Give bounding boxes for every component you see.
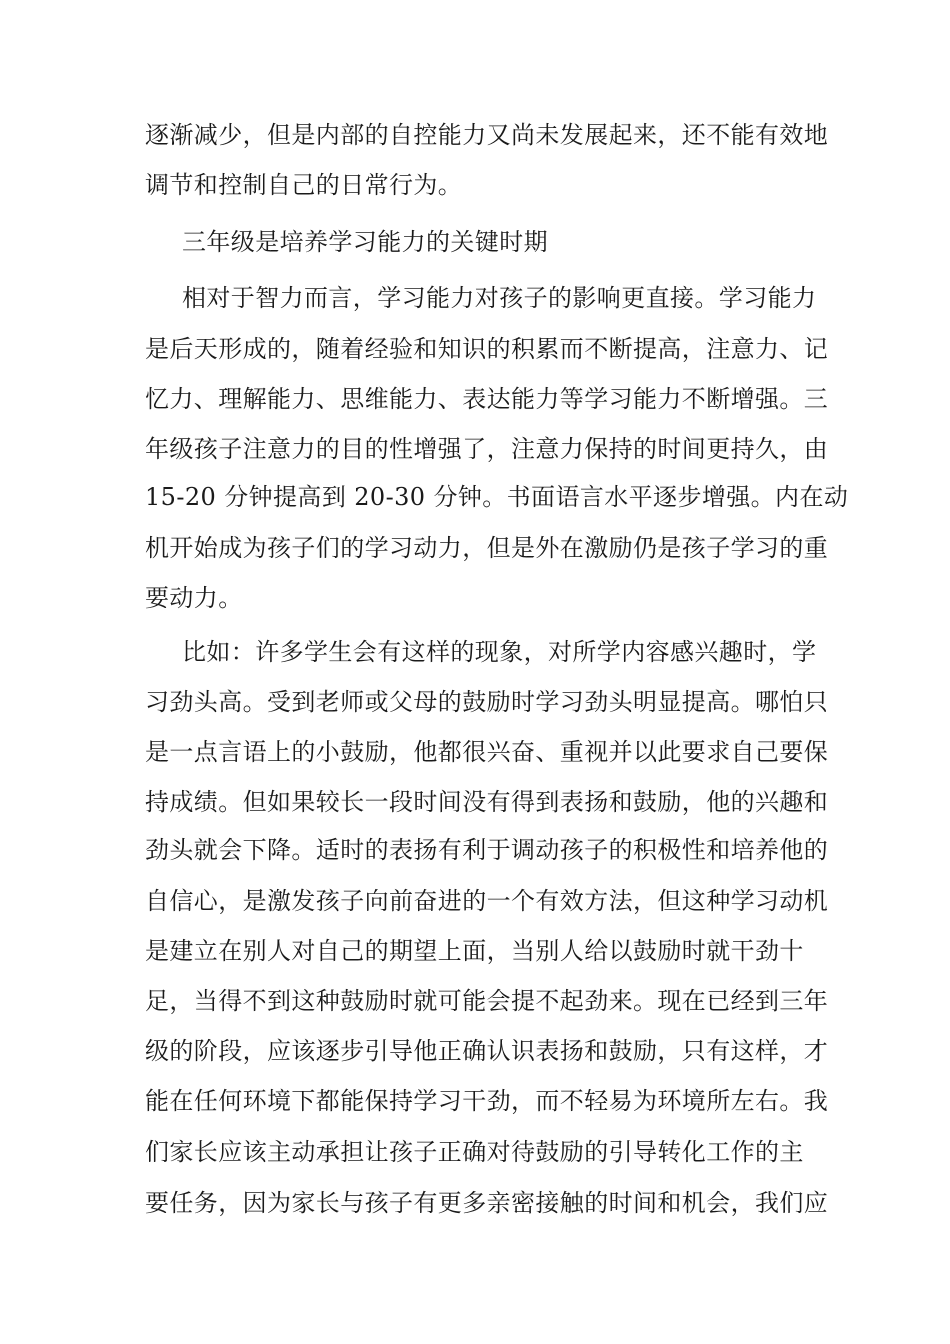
- text-line: 劲头就会下降。适时的表扬有利于调动孩子的积极性和培养他的: [145, 836, 829, 864]
- text-line: 年级孩子注意力的目的性增强了，注意力保持的时间更持久，由: [145, 435, 829, 463]
- text-line: 15-20 分钟提高到 20-30 分钟。书面语言水平逐步增强。内在动: [145, 483, 849, 511]
- text-line: 要任务，因为家长与孩子有更多亲密接触的时间和机会，我们应: [145, 1189, 829, 1217]
- text-line: 是一点言语上的小鼓励，他都很兴奋、重视并以此要求自己要保: [145, 738, 829, 766]
- section-heading: 三年级是培养学习能力的关键时期: [182, 228, 548, 256]
- text-line: 是后天形成的，随着经验和知识的积累而不断提高，注意力、记: [145, 335, 829, 363]
- text-line: 们家长应该主动承担让孩子正确对待鼓励的引导转化工作的主: [145, 1138, 804, 1166]
- text-line: 足，当得不到这种鼓励时就可能会提不起劲来。现在已经到三年: [145, 987, 829, 1015]
- text-line: 相对于智力而言，学习能力对孩子的影响更直接。学习能力: [182, 284, 817, 312]
- text-line: 要动力。: [145, 584, 243, 612]
- text-line: 是建立在别人对自己的期望上面，当别人给以鼓励时就干劲十: [145, 937, 804, 965]
- text-line: 逐渐减少，但是内部的自控能力又尚未发展起来，还不能有效地: [145, 121, 829, 149]
- text-line: 机开始成为孩子们的学习动力，但是外在激励仍是孩子学习的重: [145, 534, 829, 562]
- text-line: 习劲头高。受到老师或父母的鼓励时学习劲头明显提高。哪怕只: [145, 688, 829, 716]
- text-line: 调节和控制自己的日常行为。: [145, 171, 463, 199]
- text-line: 比如：许多学生会有这样的现象，对所学内容感兴趣时，学: [182, 638, 817, 666]
- text-line: 持成绩。但如果较长一段时间没有得到表扬和鼓励，他的兴趣和: [145, 788, 829, 816]
- text-line: 自信心，是激发孩子向前奋进的一个有效方法，但这种学习动机: [145, 887, 829, 915]
- text-line: 级的阶段，应该逐步引导他正确认识表扬和鼓励，只有这样，才: [145, 1037, 829, 1065]
- text-line: 忆力、理解能力、思维能力、表达能力等学习能力不断增强。三: [145, 385, 829, 413]
- text-line: 能在任何环境下都能保持学习干劲，而不轻易为环境所左右。我: [145, 1087, 829, 1115]
